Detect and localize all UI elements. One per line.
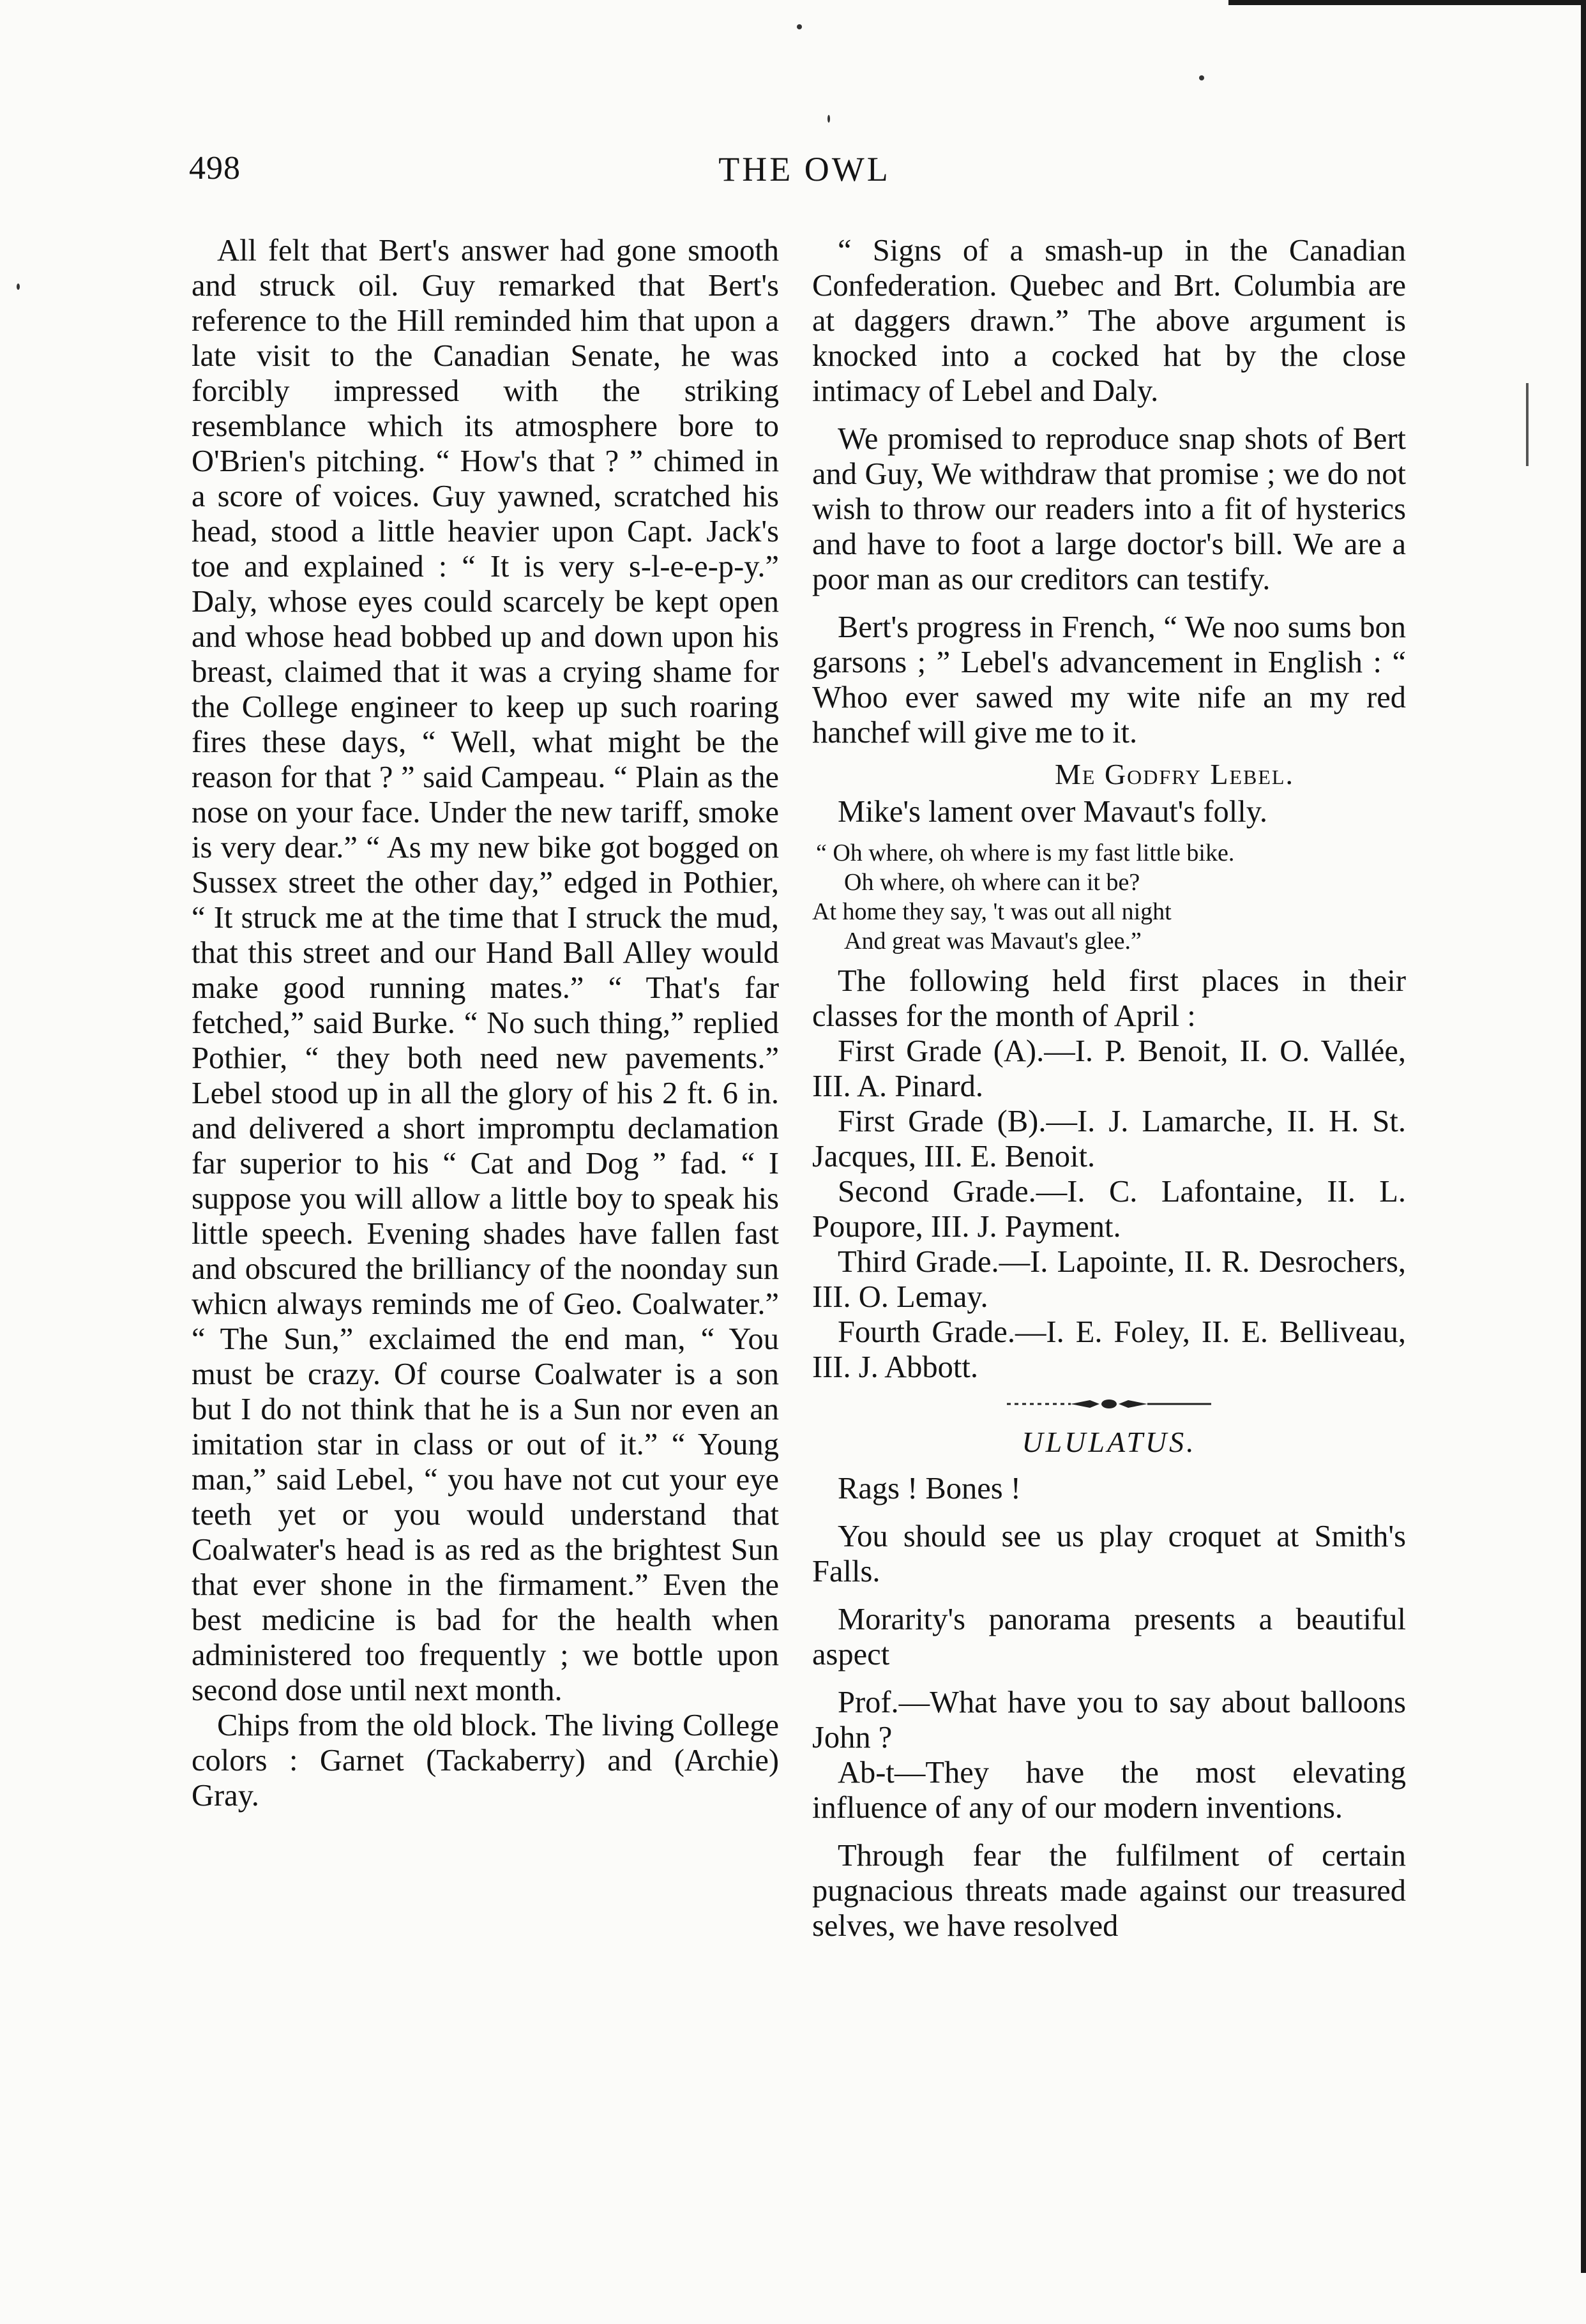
- paragraph: All felt that Bert's answer had gone smooth and struck oil. Guy remarked that Bert's reference to the Hill reminded him that upon a late visit to the Canadian Senate, he was forcibly impressed with the striking resemblance which its atmosphere bore to O'Brien's pitching. “ How's that ? ” chimed in a score of voices. Guy yawned, scratched his head, stood a little heavier upon Capt. Jack's toe and explained : “ It is very s-l-e-e-p-y.” Daly, whose eyes could scarcely be kept open and whose head bobbed up and down upon his breast, claimed that it was a crying shame for the College engineer to keep up such roaring fires these days, “ Well, what might be the reason for that ? ” said Campeau. “ Plain as the nose on your face. Under the new tariff, smoke is very dear.” “ As my new bike got bogged on Sussex street the other day,” edged in Pothier, “ It struck me at the time that I struck the mud, that this street and our Hand Ball Alley would make good running mates.” “ That's far fetched,” said Burke. “ No such thing,” replied Pothier, “ they both need new pavements.” Lebel stood up in all the glory of his 2 ft. 6 in. and delivered a short impromptu declamation far superior to his “ Cat and Dog ” fad. “ I suppose you will allow a little boy to speak his little speech. Evening shades have fallen fast and obscured the brilliancy of the noonday sun whicn always reminds me of Geo. Coalwater.” “ The Sun,” exclaimed the end man, “ You must be crazy. Of course Coalwater is a son but I do not think that he is a Sun nor even an imitation star in class or out of it.” “ Young man,” said Lebel, “ you have not cut your eye teeth yet or you would understand that Coalwater's head is as red as the brightest Sun that ever shone in the firmament.” Even the best medicine is bad for the health when administered too frequently ; we bottle upon second dose until next month.: [192, 234, 779, 1707]
- speck: [1199, 75, 1204, 80]
- speck: [797, 24, 802, 29]
- running-title: THE OWL: [718, 150, 891, 188]
- margin-mark: [1526, 383, 1529, 466]
- poem-line: And great was Mavaut's glee.”: [844, 928, 1142, 954]
- grade-entry: First Grade (A).—I. P. Benoit, II. O. Vallée, III. A. Pinard.: [812, 1034, 1406, 1103]
- paragraph: The following held first places in their classes for the month of April :: [812, 964, 1406, 1033]
- paragraph: We promised to reproduce snap shots of Bert and Guy, We withdraw that promise ; we do not wish to throw our readers into a fit of hysterics and have to foot a large doctor's bill. We are a poor man as our creditors can testify.: [812, 422, 1406, 596]
- paragraph: Ab-t—They have the most elevating influence of any of our modern inventions.: [812, 1756, 1406, 1825]
- left-column: [192, 233, 779, 1813]
- grade-entry: Third Grade.—I. Lapointe, II. R. Desrochers, III. O. Lemay.: [812, 1245, 1406, 1314]
- paragraph: You should see us play croquet at Smith's Falls.: [812, 1520, 1406, 1588]
- signature: Me Godfry Lebel.: [1055, 758, 1294, 790]
- poem-line: At home they say, 't was out all night: [812, 898, 1172, 925]
- paragraph: “ Signs of a smash-up in the Canadian Confederation. Quebec and Brt. Columbia are at daggers drawn.” The above argument is knocked into a cocked hat by the close intimacy of Lebel and Daly.: [812, 234, 1406, 408]
- speck: [17, 283, 20, 290]
- grade-entry: Second Grade.—I. C. Lafontaine, II. L. Poupore, III. J. Payment.: [812, 1175, 1406, 1244]
- scan-edge-top: [1228, 0, 1586, 5]
- poem: [812, 838, 1406, 956]
- paragraph: Mike's lament over Mavaut's folly.: [838, 795, 1267, 829]
- grade-entry: First Grade (B).—I. J. Lamarche, II. H. St. Jacques, III. E. Benoit.: [812, 1105, 1406, 1173]
- right-column: [812, 233, 1406, 1943]
- paragraph: Through fear the fulfilment of certain pugnacious threats made against our treasured selves, we have resolved: [812, 1839, 1406, 1943]
- paragraph: Prof.—What have you to say about balloons John ?: [812, 1686, 1406, 1754]
- scan-edge-right: [1581, 0, 1586, 2273]
- grade-entry: Fourth Grade.—I. E. Foley, II. E. Belliveau, III. J. Abbott.: [812, 1315, 1406, 1384]
- speck: [827, 115, 830, 123]
- section-heading: ULULATUS.: [1022, 1426, 1197, 1458]
- page-number: 498: [189, 150, 241, 186]
- paragraph: Morarity's panorama presents a beautiful aspect: [812, 1603, 1406, 1671]
- paragraph: Bert's progress in French, “ We noo sums bon garsons ; ” Lebel's advancement in English : “ Whoo ever sawed my wite nife an my red hanchef will give me to it.: [812, 610, 1406, 750]
- paragraph: Rags ! Bones !: [838, 1472, 1021, 1505]
- poem-line: Oh where, oh where can it be?: [844, 869, 1140, 896]
- section-divider-ornament: [812, 1392, 1406, 1412]
- paragraph: Chips from the old block. The living College colors : Garnet (Tackaberry) and (Archie) Gray.: [192, 1709, 779, 1813]
- poem-line: “ Oh where, oh where is my fast little bike.: [816, 840, 1235, 866]
